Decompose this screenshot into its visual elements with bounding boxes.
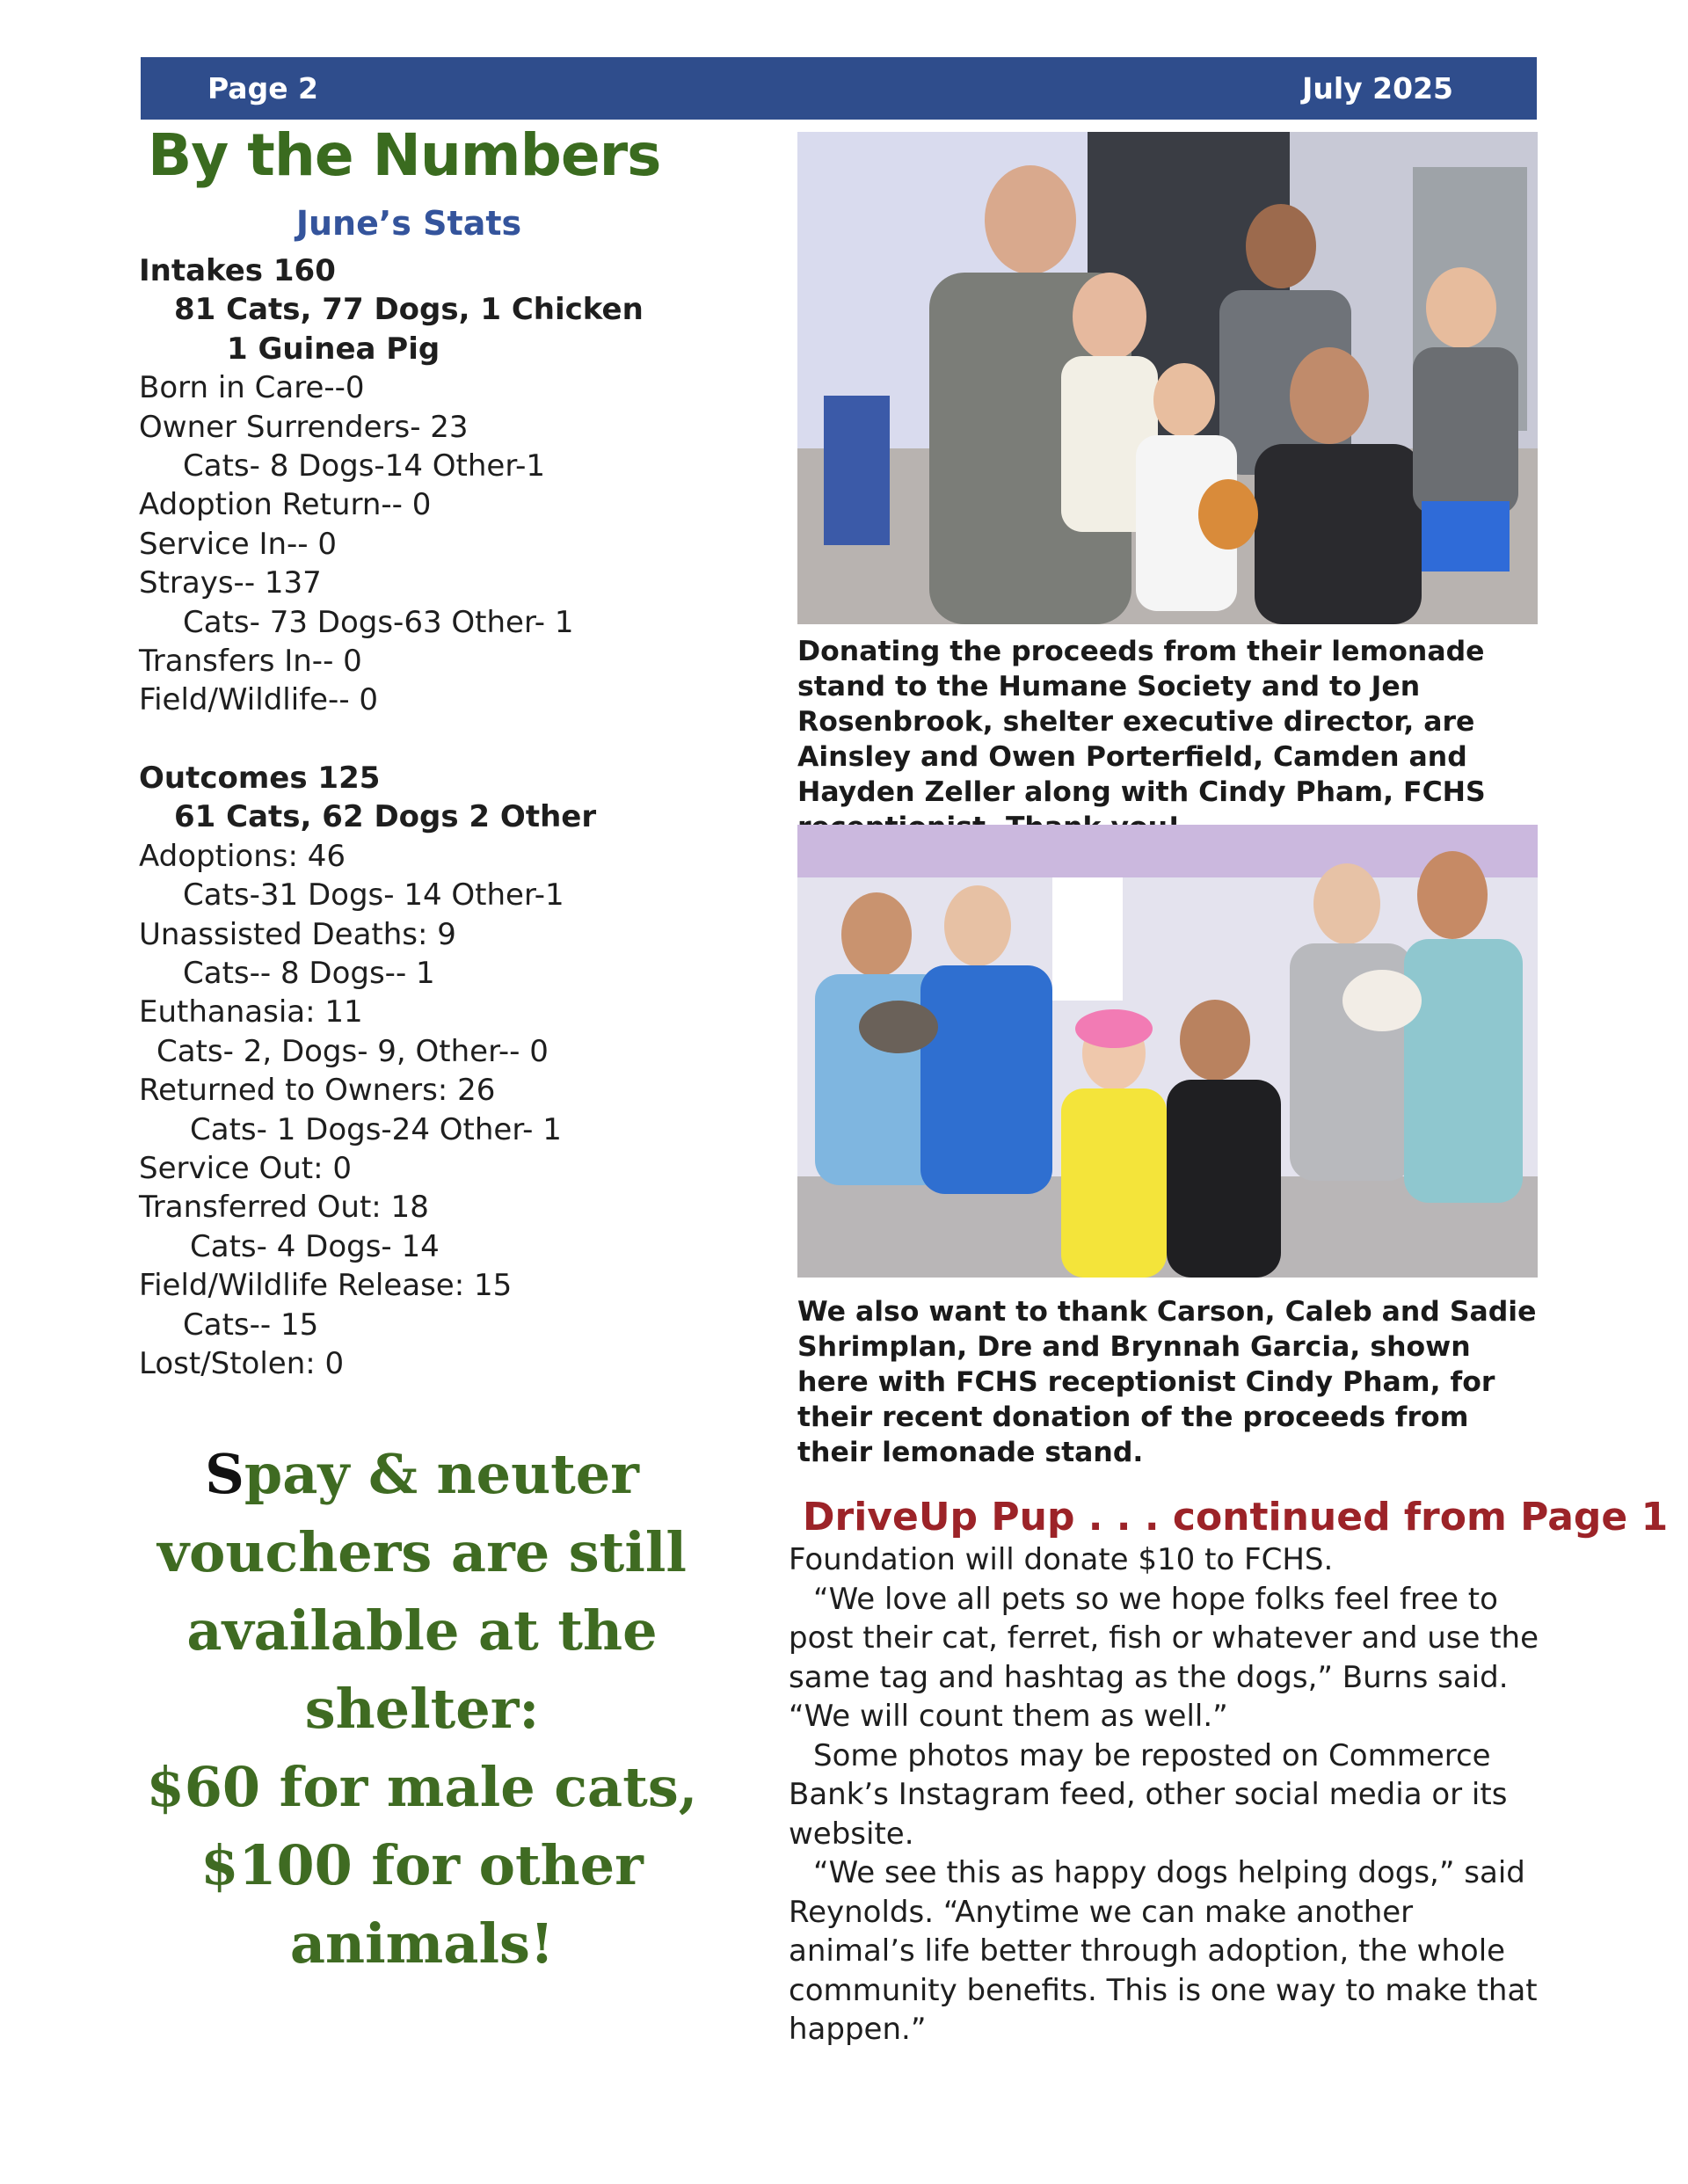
- stats-subtitle: June’s Stats: [295, 204, 522, 243]
- promo-drop-letter: S: [205, 1442, 244, 1506]
- stat-line: 81 Cats, 77 Dogs, 1 Chicken: [174, 292, 644, 328]
- stat-line: Cats-- 8 Dogs-- 1: [183, 956, 435, 992]
- page-header-bar: [141, 57, 1537, 120]
- stat-line: Cats- 1 Dogs-24 Other- 1: [190, 1111, 562, 1147]
- lemonade-donation-photo-1: [797, 132, 1538, 624]
- stat-line: Outcomes 125: [139, 761, 381, 797]
- stat-line: Owner Surrenders- 23: [139, 409, 469, 445]
- article-paragraph: Foundation will donate $10 to FCHS.: [789, 1542, 1334, 1577]
- stat-line: [139, 720, 772, 759]
- photo-2-caption: We also want to thank Carson, Caleb and Sadie Shrimplan, Dre and Brynnah Garcia, shown here with FCHS receptionist Cindy Pham, for their recent donation of the proceeds from their lemonade stand.: [797, 1296, 1537, 1468]
- stat-line: Cats- 73 Dogs-63 Other- 1: [183, 604, 574, 640]
- stat-line: Euthanasia: 11: [139, 994, 363, 1030]
- stat-line: Lost/Stolen: 0: [139, 1345, 345, 1381]
- voucher-promo: [141, 1435, 703, 1983]
- stat-line: Cats- 4 Dogs- 14: [190, 1228, 440, 1264]
- stat-line: Adoption Return-- 0: [139, 487, 432, 523]
- stat-line: 61 Cats, 62 Dogs 2 Other: [174, 799, 597, 835]
- stat-line: Field/Wildlife-- 0: [139, 682, 379, 718]
- stat-line: 1 Guinea Pig: [227, 331, 440, 367]
- stat-line: Intakes 160: [139, 253, 336, 288]
- stat-line: Service In-- 0: [139, 526, 338, 562]
- article-body: [789, 1540, 1545, 2049]
- stats-list: [139, 251, 772, 1383]
- article-paragraph: “We see this as happy dogs helping dogs,” said Reynolds. “Anytime we can make another animal’s life better through adoption, the whole community benefits. This is one way to make that happen.”: [789, 1855, 1538, 2047]
- stat-line: Strays-- 137: [139, 565, 322, 601]
- stat-line: Born in Care--0: [139, 370, 365, 406]
- lemonade-donation-photo-2: [797, 825, 1538, 1278]
- stat-line: Cats- 8 Dogs-14 Other-1: [183, 448, 546, 484]
- stat-line: Service Out: 0: [139, 1150, 353, 1186]
- stats-title: By the Numbers: [148, 121, 661, 189]
- stat-line: Cats- 2, Dogs- 9, Other-- 0: [156, 1033, 549, 1069]
- stat-line: Unassisted Deaths: 9: [139, 916, 456, 952]
- article-paragraph: “We love all pets so we hope folks feel free to post their cat, ferret, fish or whatever and use the same tag and hashtag as the dogs,” Burns said. “We will count them as well.”: [789, 1581, 1539, 1734]
- stat-line: Transferred Out: 18: [139, 1190, 429, 1226]
- promo-text: pay & neuter vouchers are still available at the shelter:: [157, 1442, 687, 1741]
- stat-line: Cats-31 Dogs- 14 Other-1: [183, 877, 564, 914]
- promo-prices: $60 for male cats, $100 for other animals!: [146, 1755, 698, 1976]
- photo-1-caption: Donating the proceeds from their lemonade stand to the Humane Society and to Jen Rosenbrook, shelter executive director, are Ainsley and Owen Porterfield, Camden and Hayden Zeller along with Cindy Pham, FCHS: [797, 636, 1486, 808]
- stat-line: Returned to Owners: 26: [139, 1073, 496, 1109]
- stat-line: Transfers In-- 0: [139, 643, 362, 679]
- stat-line: Cats-- 15: [183, 1307, 319, 1343]
- issue-date: July 2025: [1302, 71, 1453, 106]
- page-number: Page 2: [207, 71, 319, 106]
- article-heading: DriveUp Pup . . . continued from Page 1: [803, 1495, 1669, 1540]
- stat-line: Field/Wildlife Release: 15: [139, 1268, 513, 1304]
- article-paragraph: Some photos may be reposted on Commerce Bank’s Instagram feed, other social media or its website.: [789, 1737, 1508, 1852]
- stat-line: Adoptions: 46: [139, 838, 346, 874]
